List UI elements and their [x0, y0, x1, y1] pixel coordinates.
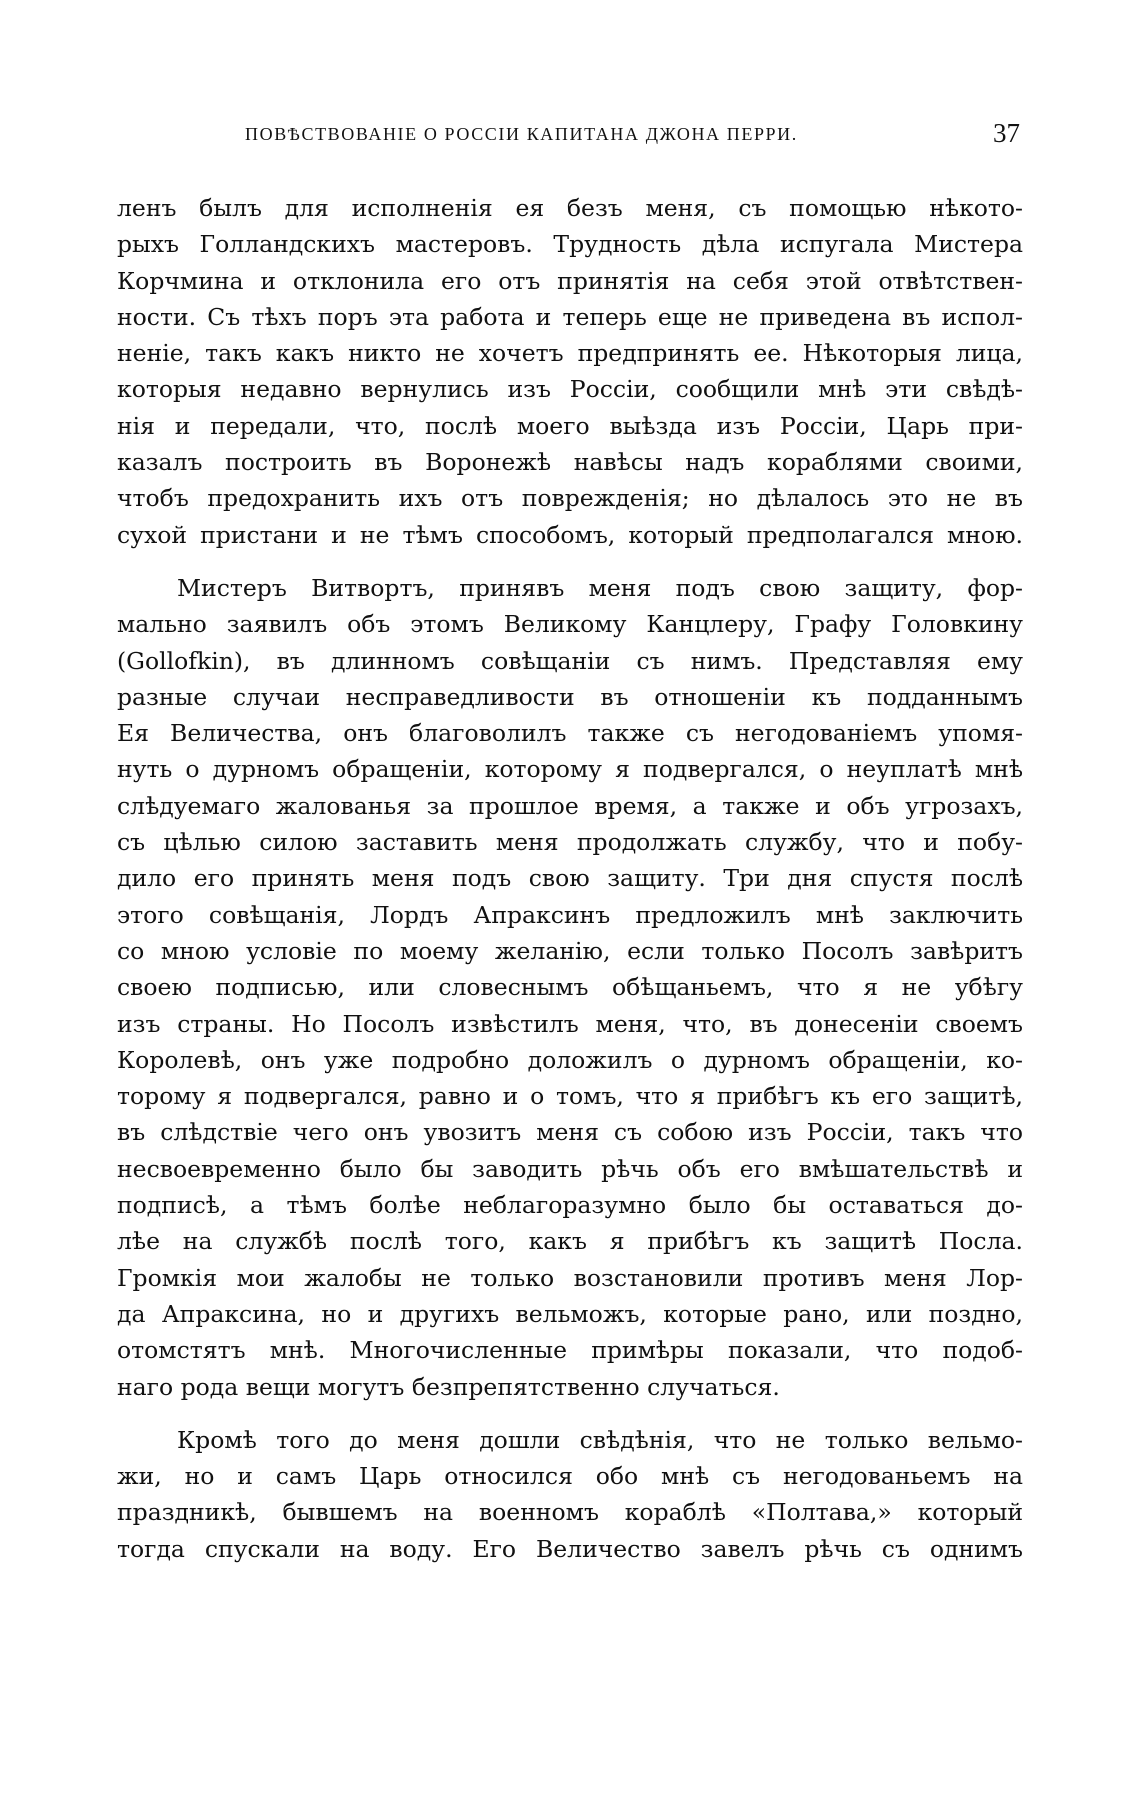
text-line: торому я подвергался, равно и о томъ, что я прибѣгъ къ его защитѣ,	[117, 1082, 1023, 1111]
text-line: которыя недавно вернулись изъ Россіи, сообщили мнѣ эти свѣдѣ-	[117, 375, 1023, 404]
text-line: тогда спускали на воду. Его Величество завелъ рѣчь съ однимъ	[117, 1534, 1023, 1563]
text-line: Громкія мои жалобы не только возстановили противъ меня Лор-	[117, 1263, 1023, 1292]
text-line: Королевѣ, онъ уже подробно доложилъ о дурномъ обращеніи, ко-	[117, 1045, 1023, 1074]
text-line: ленъ былъ для исполненія ея безъ меня, съ помощью нѣкото-	[117, 194, 1023, 222]
text-line: дило его принять меня подъ свою защиту. Три дня спустя послѣ	[117, 864, 1023, 893]
paragraph-3	[117, 1422, 1023, 1567]
text-line: лѣе на службѣ послѣ того, какъ я прибѣгъ къ защитѣ Посла.	[117, 1227, 1023, 1256]
text-line: наго рода вещи могутъ безпрепятственно случаться.	[117, 1372, 780, 1401]
body-text	[117, 190, 1023, 1567]
text-line: нія и передали, что, послѣ моего выѣзда изъ Россіи, Царь при-	[117, 411, 1023, 440]
text-line: изъ страны. Но Посолъ извѣстилъ меня, что, въ донесеніи своемъ	[117, 1009, 1023, 1038]
text-line: мально заявилъ объ этомъ Великому Канцлеру, Графу Головкину	[117, 610, 1023, 639]
text-line: съ цѣлью силою заставить меня продолжать службу, что и побу-	[117, 828, 1023, 857]
text-line: своею подписью, или словеснымъ обѣщаньемъ, что я не убѣгу	[117, 973, 1023, 1002]
text-line: разные случаи несправедливости въ отношеніи къ подданнымъ	[117, 682, 1023, 711]
text-line: ности. Съ тѣхъ поръ эта работа и теперь еще не приведена въ испол-	[117, 302, 1023, 331]
text-line: отомстятъ мнѣ. Многочисленные примѣры показали, что подоб-	[117, 1336, 1023, 1365]
text-line: нуть о дурномъ обращеніи, которому я подвергался, о неуплатѣ мнѣ	[117, 755, 1023, 784]
text-line: Кромѣ того до меня дошли свѣдѣнія, что не только вельмо-	[177, 1425, 1023, 1454]
running-title: ПОВѢСТВОВАНІЕ О РОССІИ КАПИТАНА ДЖОНА ПЕРРИ.	[245, 124, 798, 144]
text-line: подписѣ, а тѣмъ болѣе неблагоразумно было бы оставаться до-	[117, 1191, 1023, 1220]
running-head	[120, 118, 1020, 154]
text-line: этого совѣщанія, Лордъ Апраксинъ предложилъ мнѣ заключить	[117, 900, 1023, 929]
text-line: неніе, такъ какъ никто не хочетъ предпринять ее. Нѣкоторыя лица,	[117, 339, 1023, 368]
text-line: рыхъ Голландскихъ мастеровъ. Трудность дѣла испугала Мистера	[117, 230, 1023, 259]
text-line: праздникѣ, бывшемъ на военномъ кораблѣ «Полтава,» который	[117, 1498, 1023, 1527]
paragraph-2	[117, 570, 1023, 1405]
text-line: Корчмина и отклонила его отъ принятія на себя этой отвѣтствен-	[117, 266, 1023, 295]
text-line: слѣдуемаго жалованья за прошлое время, а также и объ угрозахъ,	[117, 791, 1023, 820]
text-line: чтобъ предохранить ихъ отъ поврежденія; но дѣлалось это не въ	[117, 484, 1023, 513]
text-line: въ слѣдствіе чего онъ увозитъ меня съ собою изъ Россіи, такъ что	[117, 1118, 1023, 1147]
text-line: со мною условіе по моему желанію, если только Посолъ завѣритъ	[117, 936, 1023, 965]
text-line: да Апраксина, но и другихъ вельможъ, которые рано, или поздно,	[117, 1299, 1023, 1328]
text-line: Ея Величества, онъ благоволилъ также съ негодованіемъ упомя-	[117, 719, 1023, 748]
text-line: (Gollofkin), въ длинномъ совѣщаніи съ нимъ. Представляя ему	[117, 646, 1023, 675]
text-line: казалъ построить въ Воронежѣ навѣсы надъ кораблями своими,	[117, 448, 1023, 477]
text-line: несвоевременно было бы заводить рѣчь объ его вмѣшательствѣ и	[117, 1154, 1023, 1183]
text-line: жи, но и самъ Царь относился обо мнѣ съ негодованьемъ на	[117, 1462, 1023, 1491]
page-number: 37	[993, 118, 1020, 148]
paragraph-1	[117, 190, 1023, 553]
text-line: Мистеръ Витвортъ, принявъ меня подъ свою защиту, фор-	[177, 573, 1023, 602]
text-line: сухой пристани и не тѣмъ способомъ, который предполагался мною.	[117, 520, 1023, 549]
